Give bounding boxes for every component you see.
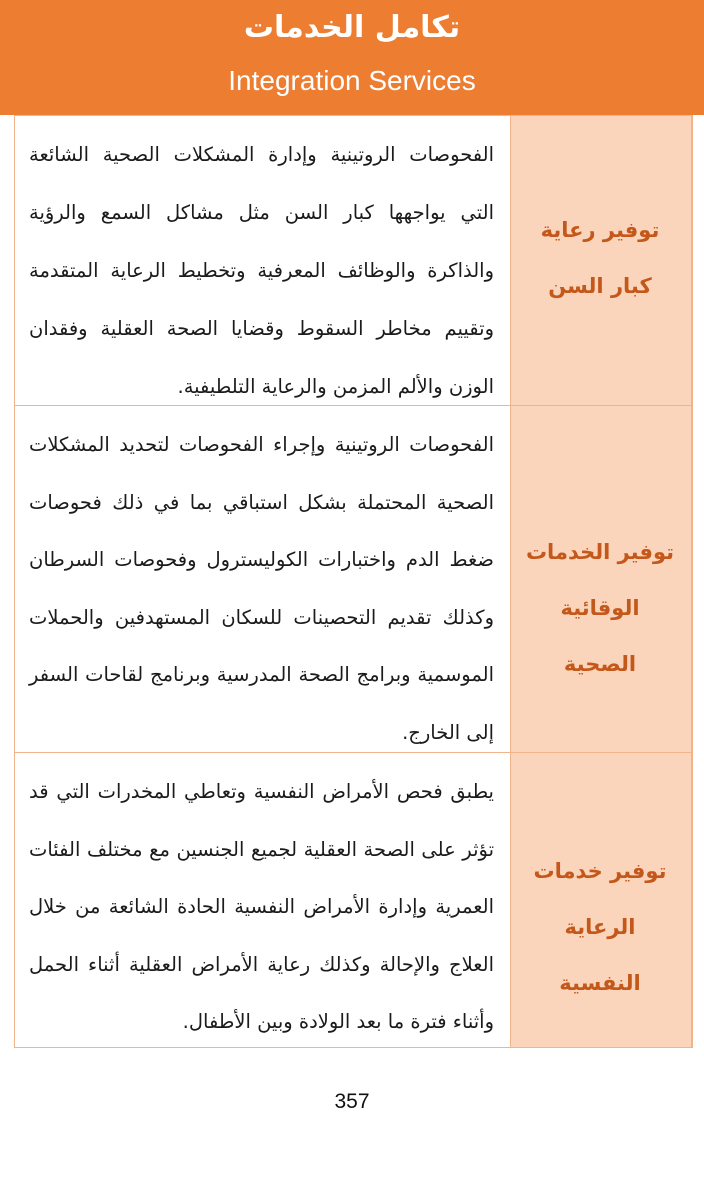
service-label-cell xyxy=(511,753,693,1048)
service-description-cell xyxy=(14,753,511,1048)
service-description: يطبق فحص الأمراض النفسية وتعاطي المخدرات التي قد تؤثر على الصحة العقلية لجميع الجنسين مع مختلف الفئات العمرية وإدارة الأمراض النفسية الحادة الشائعة من خلال العلاج والإحالة وكذلك رعاية الأمراض العقلية أثناء الحمل وأثناء فترة ما بعد الولادة وبين الأطفال. xyxy=(29,780,494,1033)
header-title-english: Integration Services xyxy=(228,65,476,96)
table-row xyxy=(0,753,704,1048)
header-title-arabic: تكامل الخدمات xyxy=(243,10,461,45)
service-label: توفير رعاية كبار السن xyxy=(540,218,660,298)
section-header xyxy=(0,0,704,115)
service-description: الفحوصات الروتينية وإدارة المشكلات الصحية الشائعة التي يواجهها كبار السن مثل مشاكل السمع والرؤية والذاكرة والوظائف المعرفية وتخطيط الرعاية المتقدمة وتقييم مخاطر السقوط وقضايا الصحة العقلية وفقدان الوزن والألم المزمن والرعاية التلطيفية. xyxy=(29,143,494,398)
table-row xyxy=(0,115,704,406)
table-row xyxy=(0,406,704,753)
service-label-cell xyxy=(511,115,693,406)
service-label: توفير خدمات الرعاية النفسية xyxy=(533,859,667,995)
service-description-cell xyxy=(14,115,511,406)
service-label: توفير الخدمات الوقائية الصحية xyxy=(525,540,675,676)
services-table xyxy=(0,115,704,1048)
service-description-cell xyxy=(14,406,511,753)
page-number: 357 xyxy=(334,1090,370,1113)
service-description: الفحوصات الروتينية وإجراء الفحوصات لتحديد المشكلات الصحية المحتملة بشكل استباقي بما في ذلك فحوصات ضغط الدم واختبارات الكوليسترول وفحوصات السرطان وكذلك تقديم التحصينات للسكان المستهدفين والحملات الموسمية وبرامج الصحة المدرسية وبرنامج لقاحات السفر إلى الخارج. xyxy=(29,433,494,744)
service-label-cell xyxy=(511,406,693,753)
